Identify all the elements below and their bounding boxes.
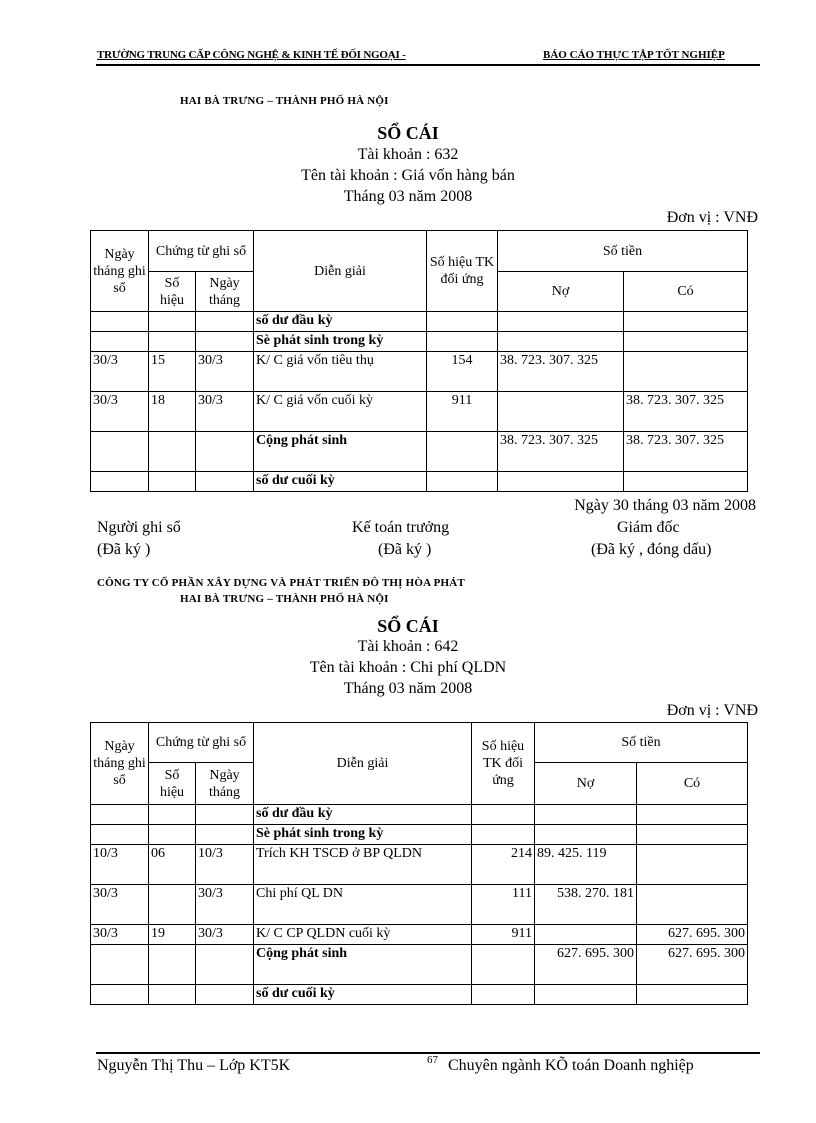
header-date: Ngày tháng ghi sổ [91,231,149,312]
table-cell [472,825,535,845]
table-cell: 911 [427,392,498,432]
table-cell [196,432,254,472]
ledger1-unit: Đơn vị : VNĐ [666,209,758,226]
header-amount: Số tiền [535,723,748,763]
table-cell [149,985,196,1005]
table-cell [624,352,748,392]
header-desc: Diễn giải [254,723,472,805]
table-cell [91,945,149,985]
table-row [91,805,748,825]
header-amount: Số tiền [498,231,748,272]
ledger2-company: CÔNG TY CỔ PHẦN XÂY DỰNG VÀ PHÁT TRIỂN ĐÔ THỊ HÒA PHÁT [97,577,465,589]
ledger2-account: Tài khoản : 642 [357,638,459,655]
signer-director-note: (Đã ký , đóng dấu) [591,541,712,558]
header-credit: Có [637,763,748,805]
footer-page-number: 67 [427,1054,438,1066]
header-voucher-date: Ngày tháng [196,763,254,805]
ledger2-unit: Đơn vị : VNĐ [666,702,758,719]
ledger1-address: HAI BÀ TRƯNG – THÀNH PHỐ HÀ NỘI [180,95,389,107]
header-debit: Nợ [535,763,637,805]
table-cell [535,825,637,845]
table-cell [91,805,149,825]
table-cell [637,805,748,825]
table-cell: 30/3 [91,392,149,432]
table-row [91,885,748,925]
table-cell [149,472,196,492]
header-debit: Nợ [498,272,624,312]
header-report-title: BÁO CÁO THỰC TẬP TỐT NGHIỆP [543,49,725,61]
table-cell [535,805,637,825]
table-cell [427,432,498,472]
table-cell: 38. 723. 307. 325 [624,432,748,472]
ledger1-account-name: Tên tài khoản : Giá vốn hàng bán [301,167,515,184]
table-cell [498,472,624,492]
table-cell: số dư cuối kỳ [254,472,427,492]
table-cell [637,885,748,925]
table-cell: 30/3 [196,885,254,925]
table-cell: K/ C giá vốn tiêu thụ [254,352,427,392]
table-cell [624,312,748,332]
table-row [91,472,748,492]
table-cell: 10/3 [196,845,254,885]
table-cell [91,472,149,492]
ledger2-address: HAI BÀ TRƯNG – THÀNH PHỐ HÀ NỘI [180,593,389,605]
table-cell [498,312,624,332]
table-row [91,392,748,432]
ledger2-period: Tháng 03 năm 2008 [343,680,473,697]
table-cell: 30/3 [91,352,149,392]
table-cell [535,925,637,945]
table-cell [149,945,196,985]
ledger1-period: Tháng 03 năm 2008 [343,188,473,205]
table-cell: Chi phí QL DN [254,885,472,925]
table-cell [637,825,748,845]
table-cell [637,985,748,1005]
ledger1-table [90,230,748,492]
header-school: TRƯỜNG TRUNG CẤP CÔNG NGHỆ & KINH TẾ ĐỐI NGOẠI - [97,49,406,61]
table-cell [196,945,254,985]
table-cell [91,312,149,332]
table-cell [149,885,196,925]
table-cell: 911 [472,925,535,945]
signer-recorder-role: Người ghi sổ [97,519,181,536]
header-rule [96,64,760,66]
table-cell [196,472,254,492]
table-cell: 214 [472,845,535,885]
table-cell [91,332,149,352]
header-desc: Diễn giải [254,231,427,312]
table-row [91,432,748,472]
table-cell [624,332,748,352]
table-cell [535,985,637,1005]
ledger2-table [90,722,748,1005]
table-cell [472,945,535,985]
table-cell [637,845,748,885]
table-cell [149,825,196,845]
table-cell: Sè phát sinh trong kỳ [254,332,427,352]
table-row [91,945,748,985]
header-acc: Số hiệu TK đối ứng [427,231,498,312]
table-cell [498,332,624,352]
table-cell: Trích KH TSCĐ ở BP QLDN [254,845,472,885]
signer-recorder-note: (Đã ký ) [97,541,151,558]
table-row [91,925,748,945]
signer-chief-accountant-note: (Đã ký ) [378,541,432,558]
table-cell: 06 [149,845,196,885]
table-cell: 89. 425. 119 [535,845,637,885]
table-row [91,825,748,845]
table-cell: K/ C CP QLDN cuối kỳ [254,925,472,945]
header-voucher-no: Số hiệu [149,763,196,805]
table-cell [196,985,254,1005]
table-cell: 19 [149,925,196,945]
table-cell: Cộng phát sinh [254,945,472,985]
table-cell: 30/3 [196,392,254,432]
table-row [91,332,748,352]
table-cell: 30/3 [196,352,254,392]
table-cell [91,985,149,1005]
table-cell: 154 [427,352,498,392]
table-cell: K/ C giá vốn cuối kỳ [254,392,427,432]
table-cell: 627. 695. 300 [535,945,637,985]
table-cell [624,472,748,492]
header-date: Ngày tháng ghi sổ [91,723,149,805]
table-cell: 38. 723. 307. 325 [624,392,748,432]
header-voucher-date: Ngày tháng [196,272,254,312]
table-cell: 627. 695. 300 [637,945,748,985]
table-cell [427,472,498,492]
table-cell [149,312,196,332]
footer-author: Nguyễn Thị Thu – Lớp KT5K [97,1057,291,1074]
table-cell [149,805,196,825]
table-cell: 627. 695. 300 [637,925,748,945]
table-cell: 538. 270. 181 [535,885,637,925]
table-cell: 30/3 [196,925,254,945]
table-cell [91,432,149,472]
table-cell: Cộng phát sinh [254,432,427,472]
table-cell [149,332,196,352]
table-row [91,352,748,392]
table-row [91,845,748,885]
table-cell: 111 [472,885,535,925]
header-acc: Số hiệu TK đối ứng [472,723,535,805]
header-voucher-no: Số hiệu [149,272,196,312]
footer-major: Chuyên ngành KÕ toán Doanh nghiệp [448,1057,694,1074]
header-voucher: Chứng từ ghi sổ [149,723,254,763]
table-cell: số dư đầu kỳ [254,805,472,825]
table-cell: 30/3 [91,925,149,945]
header-voucher: Chứng từ ghi sổ [149,231,254,272]
signer-director-role: Giám đốc [617,519,680,536]
ledger1-title: SỔ CÁI [377,123,439,143]
table-cell [196,825,254,845]
table-cell [472,985,535,1005]
table-row [91,985,748,1005]
header-credit: Có [624,272,748,312]
table-cell: 38. 723. 307. 325 [498,432,624,472]
table-cell: 10/3 [91,845,149,885]
ledger1-account: Tài khoản : 632 [357,146,459,163]
ledger2-title: SỔ CÁI [377,616,439,636]
table-cell: 18 [149,392,196,432]
table-cell [91,825,149,845]
table-cell: 15 [149,352,196,392]
table-cell [427,332,498,352]
table-cell: 38. 723. 307. 325 [498,352,624,392]
table-cell [149,432,196,472]
table-cell: 30/3 [91,885,149,925]
signer-chief-accountant-role: Kế toán trưởng [352,519,450,536]
table-cell [196,332,254,352]
table-cell [472,805,535,825]
table-cell: số dư đầu kỳ [254,312,427,332]
table-cell [427,312,498,332]
table-cell [196,805,254,825]
table-cell: Sè phát sinh trong kỳ [254,825,472,845]
table-cell [498,392,624,432]
table-cell [196,312,254,332]
ledger2-account-name: Tên tài khoản : Chi phí QLDN [309,659,507,676]
ledger1-sign-date: Ngày 30 tháng 03 năm 2008 [574,497,756,514]
table-cell: số dư cuối kỳ [254,985,472,1005]
table-row [91,312,748,332]
